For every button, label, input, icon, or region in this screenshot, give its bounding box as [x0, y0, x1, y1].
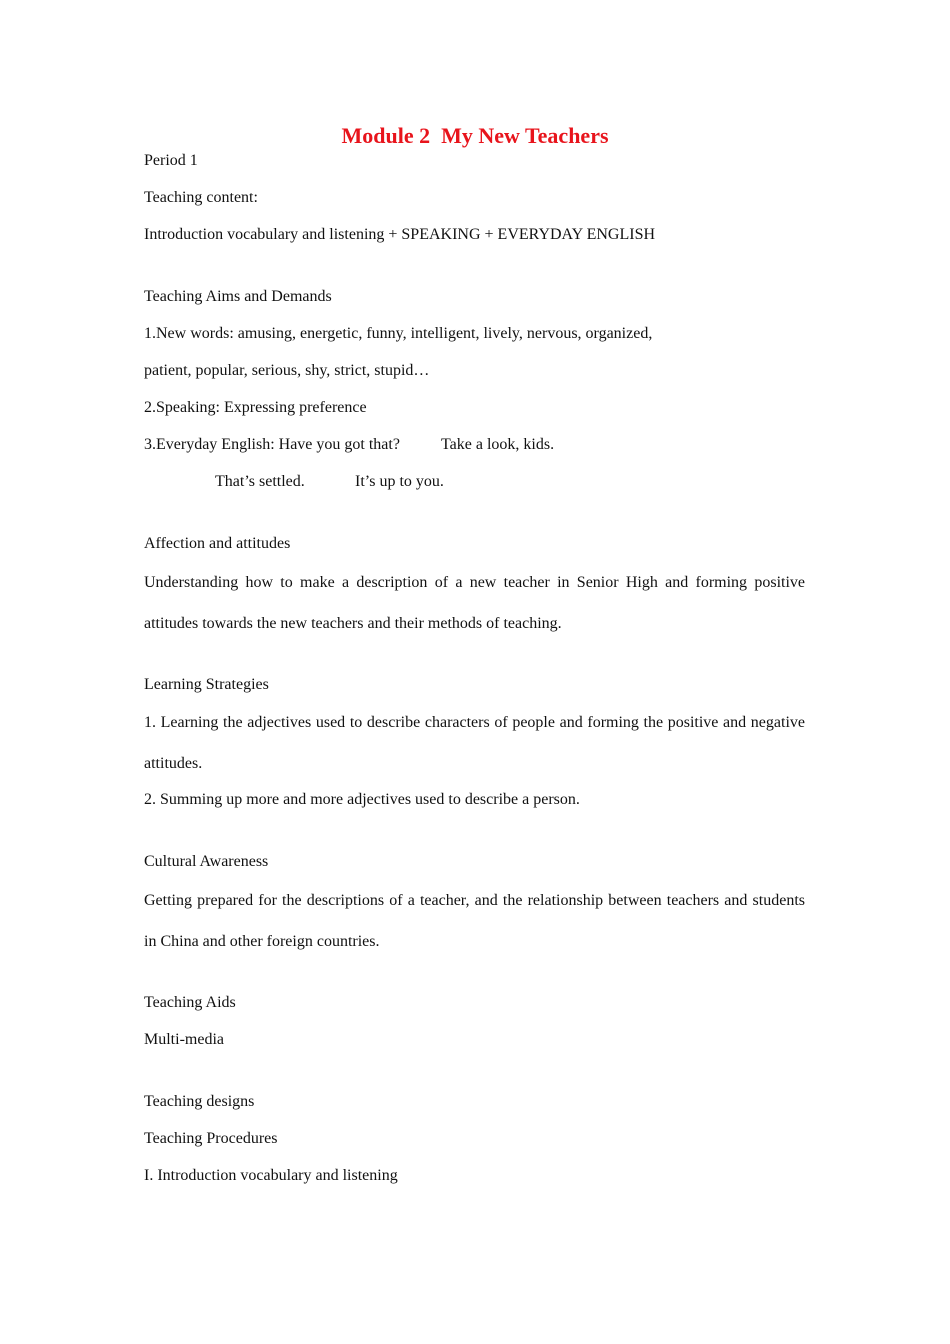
aids-text: Multi-media: [144, 1031, 224, 1048]
aims-item-3-part-c: That’s settled.: [215, 473, 305, 490]
period-label: Period 1: [144, 152, 198, 169]
aims-item-3-part-b: Take a look, kids.: [441, 436, 555, 453]
affection-text: Understanding how to make a description of a new teacher in Senior High and forming positive attitudes towards the new teachers and their methods of teaching.: [144, 574, 805, 632]
designs-heading: Teaching designs: [144, 1093, 255, 1110]
aims-item-1-line-2: patient, popular, serious, shy, strict, stupid…: [144, 362, 430, 379]
cultural-text: Getting prepared for the descriptions of a teacher, and the relationship between teachers and students in China and other foreign countries.: [144, 892, 805, 950]
affection-heading: Affection and attitudes: [144, 535, 291, 552]
document-title: Module 2 My New Teachers: [341, 123, 609, 148]
aims-item-2: 2.Speaking: Expressing preference: [144, 399, 367, 416]
aims-heading: Teaching Aims and Demands: [144, 288, 332, 305]
cultural-heading: Cultural Awareness: [144, 853, 269, 870]
procedure-item-1: I. Introduction vocabulary and listening: [144, 1167, 398, 1184]
strategies-item-2: 2. Summing up more and more adjectives used to describe a person.: [144, 791, 580, 808]
aims-item-1-line-1: 1.New words: amusing, energetic, funny, intelligent, lively, nervous, organized,: [144, 325, 653, 342]
strategies-heading: Learning Strategies: [144, 676, 269, 693]
teaching-content-heading: Teaching content:: [144, 189, 258, 206]
aims-item-3-part-d: It’s up to you.: [355, 473, 444, 490]
strategies-item-1: 1. Learning the adjectives used to describe characters of people and forming the positive and negative attitudes.: [144, 714, 805, 772]
teaching-content-text: Introduction vocabulary and listening + SPEAKING + EVERYDAY ENGLISH: [144, 226, 656, 243]
aims-item-3-part-a: 3.Everyday English: Have you got that?: [144, 436, 400, 453]
aids-heading: Teaching Aids: [144, 994, 236, 1011]
procedures-heading: Teaching Procedures: [144, 1130, 278, 1147]
